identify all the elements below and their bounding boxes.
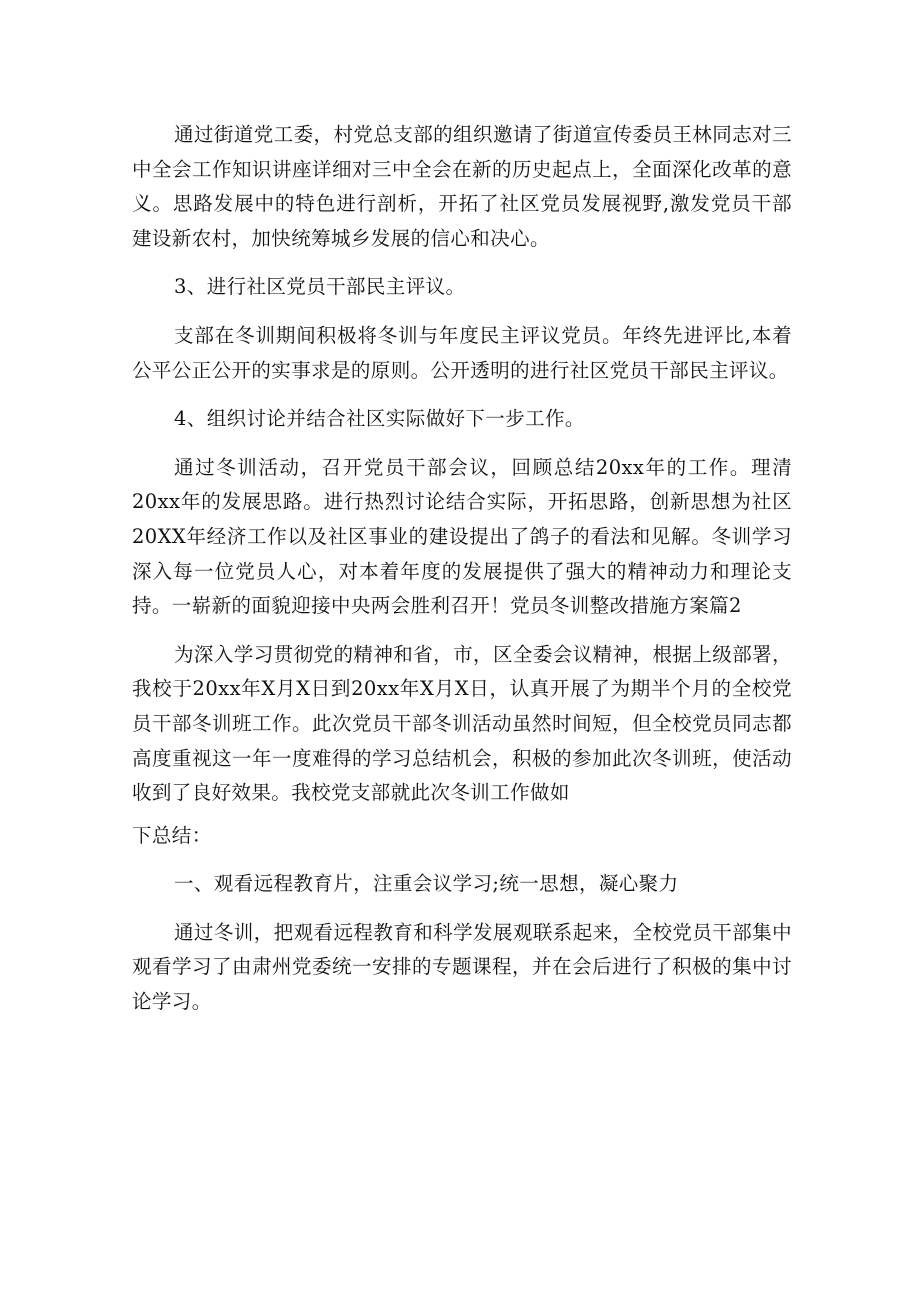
paragraph-evaluation: 支部在冬训期间积极将冬训与年度民主评议党员。年终先进评比,本着公平公正公开的实事求是的原则。公开透明的进行社区党员干部民主评议。 [132,323,792,382]
paragraph-remote-education: 通过冬训，把观看远程教育和科学发展观联系起来，全校党员干部集中观看学习了由肃州党委统一安排的专题课程，并在会后进行了积极的集中讨论学习。 [132,920,792,1014]
paragraph-lecture: 通过街道党工委，村党总支部的组织邀请了街道宣传委员王林同志对三中全会工作知识讲座详细对三中全会在新的历史起点上，全面深化改革的意义。思路发展中的特色进行剖析，开拓了社区党员发展视野,激发党员干部建设新农村，加快统筹城乡发展的信心和决心。 [132,123,792,250]
paragraph-summary-continuation: 下总结： [132,823,212,847]
paragraph-winter-training: 通过冬训活动，召开党员干部会议，回顾总结20xx年的工作。理清20xx年的发展思路。进行热烈讨论结合实际，开拓思路，创新思想为社区20XX年经济工作以及社区事业的建设提出了鸽子的看法和见解。冬训学习深入每一位党员人心，对本着年度的发展提供了强大的精神动力和理论支持。一崭新的面貌迎接中央两会胜利召开！党员冬训整改措施方案篇2 [132,455,792,618]
heading-discussion: 4、组织讨论并结合社区实际做好下一步工作。 [174,407,585,431]
heading-democratic-evaluation: 3、进行社区党员干部民主评议。 [174,275,466,299]
document-body [132,118,792,1034]
paragraph-school-training: 为深入学习贯彻党的精神和省，市，区全委会议精神，根据上级部署，我校于20xx年X月X日到20xx年X月X日，认真开展了为期半个月的全校党员干部冬训班工作。此次党员干部冬训活动虽然时间短，但全校党员同志都高度重视这一年一度难得的学习总结机会，积极的参加此次冬训班，使活动收到了良好效果。我校党支部就此次冬训工作做如 [132,642,792,805]
heading-remote-education: 一、观看远程教育片，注重会议学习;统一思想，凝心聚力 [174,872,679,896]
